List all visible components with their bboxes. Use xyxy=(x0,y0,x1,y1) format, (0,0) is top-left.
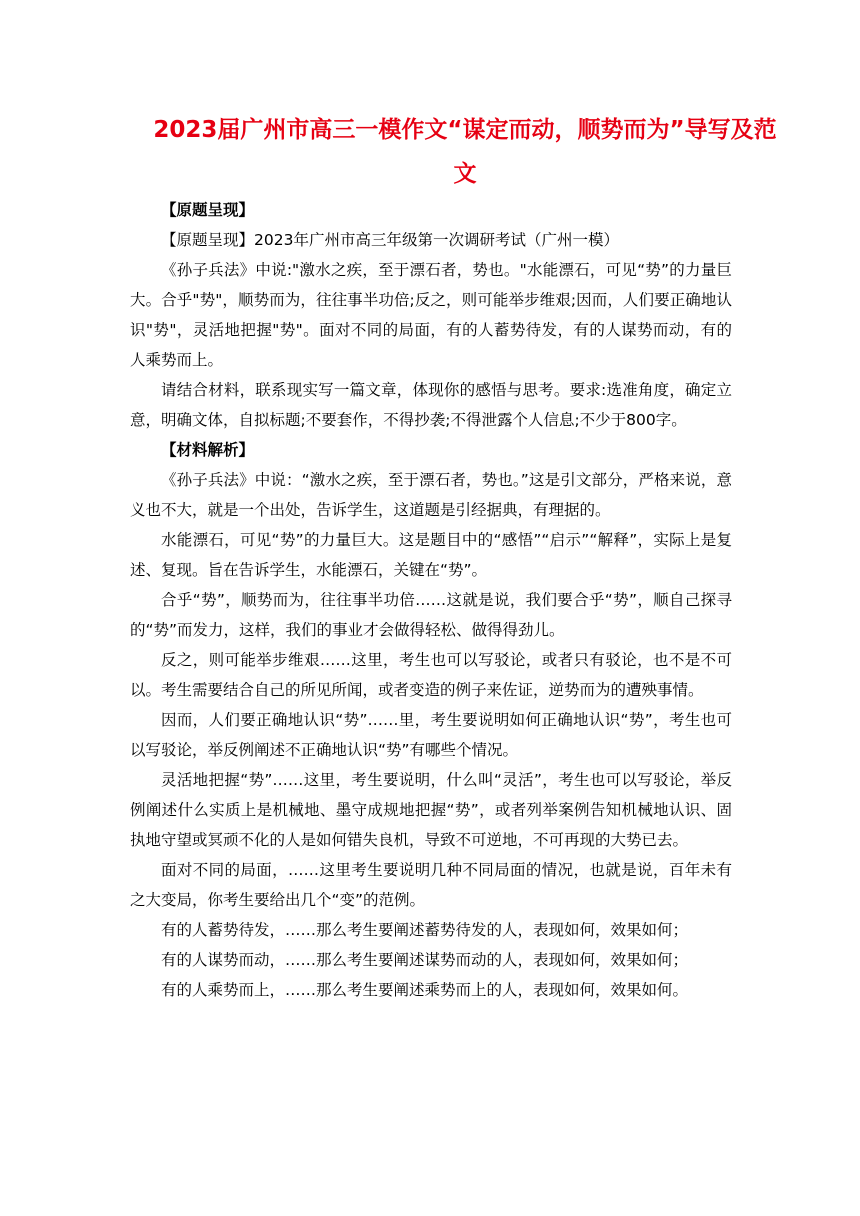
page-title: 2023届广州市高三一模作文“谋定而动，顺势而为”导写及范文 xyxy=(153,117,777,187)
analysis-paragraph: 有的人乘势而上，……那么考生要阐述乘势而上的人，表现如何，效果如何。 xyxy=(161,981,689,999)
analysis-paragraph: 有的人蓄势待发，……那么考生要阐述蓄势待发的人，表现如何，效果如何； xyxy=(161,921,689,939)
analysis-paragraph: 面对不同的局面，……这里考生要说明几种不同局面的情况，也就是说，百年未有之大变局，你考生要给出几个“变”的范例。 xyxy=(130,861,732,909)
paragraph-requirement: 请结合材料，联系现实写一篇文章，体现你的感悟与思考。要求:选准角度，确定立意，明确文体，自拟标题;不要套作，不得抄袭;不得泄露个人信息;不少于800字。 xyxy=(130,381,732,429)
analysis-paragraph: 《孙子兵法》中说：“激水之疾，至于漂石者，势也。”这是引文部分，严格来说，意义也不大，就是一个出处，告诉学生，这道题是引经据典，有理据的。 xyxy=(130,471,732,519)
paragraph-material: 《孙子兵法》中说:"激水之疾，至于漂石者，势也。"水能漂石，可见“势”的力量巨大。合乎"势"，顺势而为，往往事半功倍;反之，则可能举步维艰;因而，人们要正确地认识"势"，灵活地把握"势"。面对不同的局面，有的人蓄势待发，有的人谋势而动，有的人乘势而上。 xyxy=(130,261,732,369)
paragraph-source: 【原题呈现】2023年广州市高三年级第一次调研考试（广州一模） xyxy=(161,231,619,249)
analysis-paragraph: 合乎“势”，顺势而为，往往事半功倍……这就是说，我们要合乎“势”，顺自己探寻的“势”而发力，这样，我们的事业才会做得轻松、做得得劲儿。 xyxy=(130,591,732,639)
section-heading-original-question: 【原题呈现】 xyxy=(161,201,255,219)
analysis-paragraph: 反之，则可能举步维艰……这里，考生也可以写驳论，或者只有驳论，也不是不可以。考生需要结合自己的所见所闻，或者变造的例子来佐证，逆势而为的遭殃事情。 xyxy=(130,651,732,699)
analysis-paragraph: 水能漂石，可见“势”的力量巨大。这是题目中的“感悟”“启示”“解释”，实际上是复述、复现。旨在告诉学生，水能漂石，关键在“势”。 xyxy=(130,531,732,579)
section-heading-analysis: 【材料解析】 xyxy=(161,441,255,459)
analysis-paragraph: 灵活地把握“势”……这里，考生要说明，什么叫“灵活”，考生也可以写驳论，举反例阐述什么实质上是机械地、墨守成规地把握“势”，或者列举案例告知机械地认识、固执地守望或冥顽不化的人是如何错失良机，导致不可逆地，不可再现的大势已去。 xyxy=(130,771,732,849)
analysis-paragraph: 因而，人们要正确地认识“势”……里，考生要说明如何正确地认识“势”，考生也可以写驳论，举反例阐述不正确地认识“势”有哪些个情况。 xyxy=(130,711,732,759)
document-body xyxy=(130,195,732,1005)
analysis-paragraph: 有的人谋势而动，……那么考生要阐述谋势而动的人，表现如何，效果如何； xyxy=(161,951,689,969)
